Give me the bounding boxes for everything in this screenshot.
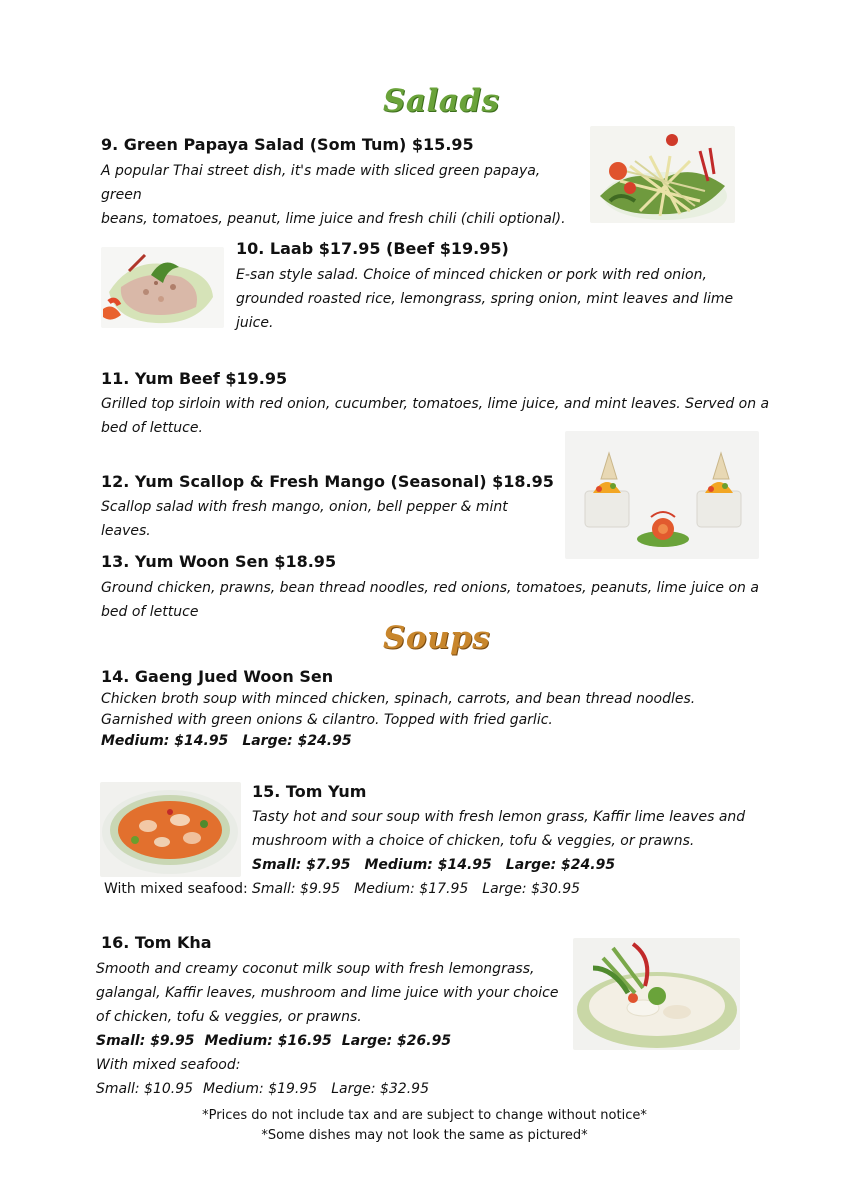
item-11-title: 11. Yum Beef $19.95 [101, 369, 288, 388]
item-13-desc-line: Ground chicken, prawns, bean thread noodles, red onions, tomatoes, peanuts, lime juice on a [101, 580, 759, 596]
item-13-desc-line: bed of lettuce [101, 604, 199, 620]
item-14-prices [101, 731, 741, 752]
item-16-seafood-label: With mixed seafood: [96, 1057, 241, 1073]
item-16-description [96, 957, 566, 1101]
price-small: Small: $7.95 [252, 857, 351, 873]
item-9-description [101, 159, 581, 231]
item-15-description [252, 805, 752, 901]
price-large: Large: $24.95 [505, 857, 616, 873]
item-16-desc-line: galangal, Kaffir leaves, mushroom and lime juice with your choice [96, 985, 559, 1001]
item-13-title: 13. Yum Woon Sen $18.95 [101, 552, 337, 571]
price-medium: Medium: $14.95 [364, 857, 492, 873]
item-15-title: 15. Tom Yum [252, 782, 367, 801]
item-10-desc-line: grounded roasted rice, lemongrass, spring onion, mint leaves and lime [236, 291, 734, 307]
price-large: Large: $24.95 [242, 733, 352, 749]
item-9-title: 9. Green Papaya Salad (Som Tum) $15.95 [101, 135, 474, 154]
item-9-desc-line: A popular Thai street dish, it's made with sliced green papaya, green [101, 163, 541, 203]
item-15-prices [252, 853, 752, 877]
footer-note-pictures: *Some dishes may not look the same as pictured* [261, 1128, 588, 1143]
item-10-desc-line: juice. [236, 315, 274, 331]
item-15-seafood-label: With mixed seafood: [104, 881, 248, 897]
item-11-desc-line: Grilled top sirloin with red onion, cucumber, tomatoes, lime juice, and mint leaves. Served on a [101, 396, 770, 412]
item-15-seafood-prices [252, 877, 752, 901]
soups-heading: Soups [383, 620, 491, 656]
seafood-price-large: Large: $30.95 [482, 881, 581, 897]
item-12-description: Scallop salad with fresh mango, onion, bell pepper & mint leaves. [101, 499, 508, 539]
item-10-desc-line: E-san style salad. Choice of minced chicken or pork with red onion, [236, 267, 707, 283]
seafood-price-medium: Medium: $17.95 [354, 881, 469, 897]
item-14-desc-line: Garnished with green onions & cilantro. Topped with fried garlic. [101, 712, 553, 728]
tom-yum-photo [100, 782, 241, 877]
item-10-title: 10. Laab $17.95 (Beef $19.95) [236, 239, 509, 258]
item-13-description [101, 576, 781, 624]
item-10-description [236, 263, 736, 335]
item-14-title: 14. Gaeng Jued Woon Sen [101, 667, 334, 686]
item-16-seafood-prices [96, 1077, 566, 1101]
price-large: Large: $26.95 [341, 1033, 452, 1049]
item-15-desc-line: mushroom with a choice of chicken, tofu & veggies, or prawns. [252, 833, 695, 849]
item-16-prices [96, 1029, 566, 1053]
item-14-desc-line: Chicken broth soup with minced chicken, spinach, carrots, and bean thread noodles. [101, 691, 696, 707]
price-medium: Medium: $16.95 [204, 1033, 332, 1049]
salads-heading: Salads [383, 83, 500, 119]
item-14-description [101, 689, 741, 752]
tom-kha-photo [573, 938, 740, 1050]
laab-photo [101, 247, 224, 328]
price-medium: Medium: $14.95 [101, 733, 229, 749]
papaya-salad-photo [590, 126, 735, 223]
item-9-desc-line: beans, tomatoes, peanut, lime juice and fresh chili (chili optional). [101, 211, 566, 227]
item-16-desc-line: Smooth and creamy coconut milk soup with fresh lemongrass, [96, 961, 535, 977]
item-15-desc-line: Tasty hot and sour soup with fresh lemon grass, Kaffir lime leaves and [252, 809, 746, 825]
seafood-price-small: Small: $9.95 [252, 881, 341, 897]
seafood-price-large: Large: $32.95 [331, 1081, 429, 1097]
seafood-price-medium: Medium: $19.95 [203, 1081, 318, 1097]
item-16-desc-line: of chicken, tofu & veggies, or prawns. [96, 1009, 362, 1025]
item-12-title: 12. Yum Scallop & Fresh Mango (Seasonal) $18.95 [101, 472, 554, 491]
seafood-price-small: Small: $10.95 [96, 1081, 194, 1097]
footer-note-tax: *Prices do not include tax and are subject to change without notice* [202, 1108, 647, 1123]
price-small: Small: $9.95 [96, 1033, 195, 1049]
item-16-title: 16. Tom Kha [101, 933, 212, 952]
scallop-mango-photo [565, 431, 759, 559]
item-11-desc-line: bed of lettuce. [101, 420, 203, 436]
